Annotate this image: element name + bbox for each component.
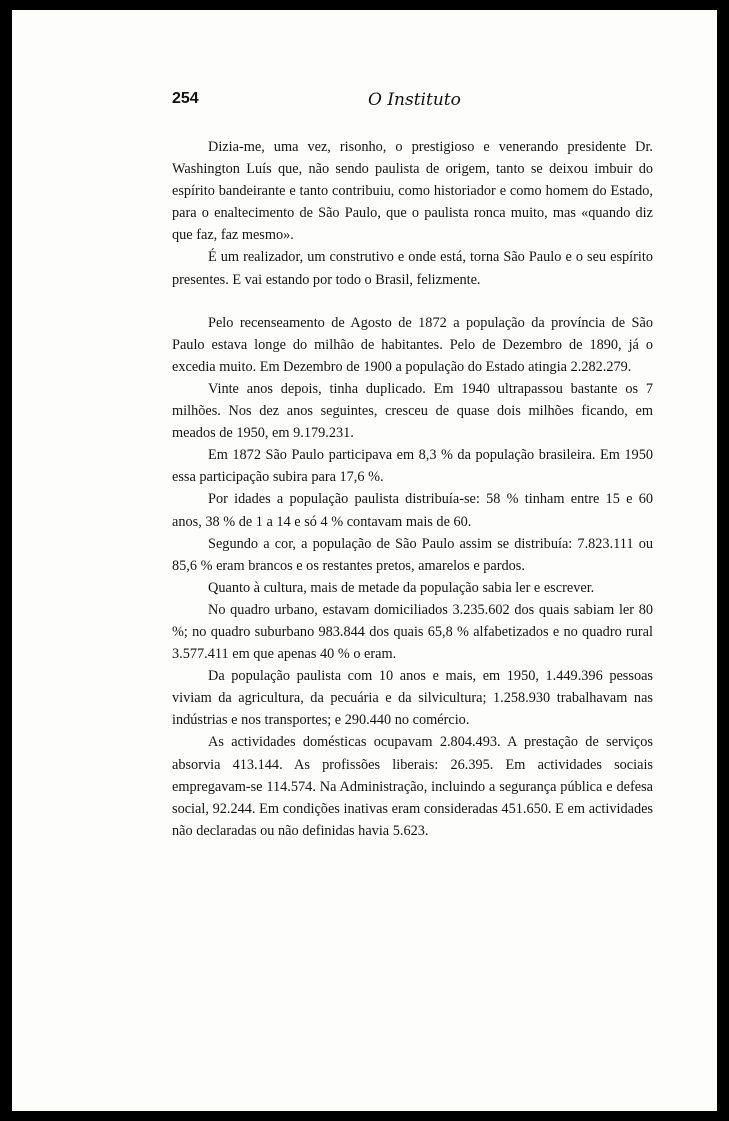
body-text xyxy=(172,136,653,842)
page-number: 254 xyxy=(172,90,199,107)
paragraph: As actividades domésticas ocupavam 2.804.493. A prestação de serviços absorvia 413.144. As profissões liberais: 26.395. Em actividades sociais empregavam-se 114.574. Na Administração, incluindo a segurança pública e defesa social, 92.244. Em condições inativas eram consideradas 451.650. E em actividades não declaradas ou não definidas havia 5.623. xyxy=(172,734,653,839)
paragraph: É um realizador, um construtivo e onde está, torna São Paulo e o seu espírito presentes. E vai estando por todo o Brasil, felizmente. xyxy=(172,249,653,288)
paragraph: Quanto à cultura, mais de metade da população sabia ler e escrever. xyxy=(208,579,595,596)
paragraph: Dizia-me, uma vez, risonho, o prestigioso e venerando presidente Dr. Washington Luís que, não sendo paulista de origem, tanto se deixou imbuir do espírito bandeirante e tanto contribuiu, como historiador e como homem do Estado, para o enaltecimento de São Paulo, que o paulista ronca muito, mas «quando diz que faz, faz mesmo». xyxy=(172,139,653,244)
running-head xyxy=(12,90,717,114)
paragraph: Vinte anos depois, tinha duplicado. Em 1940 ultrapassou bastante os 7 milhões. Nos dez anos seguintes, cresceu de quase dois milhões ficando, em meados de 1950, em 9.179.231. xyxy=(172,380,653,442)
paragraph: Em 1872 São Paulo participava em 8,3 % da população brasileira. Em 1950 essa participação subira para 17,6 %. xyxy=(172,447,653,486)
section-break xyxy=(172,291,653,312)
paragraph: No quadro urbano, estavam domiciliados 3.235.602 dos quais sabiam ler 80 %; no quadro suburbano 983.844 dos quais 65,8 % alfabetizados e no quadro rural 3.577.411 em que apenas 40 % o eram. xyxy=(172,601,653,663)
paragraph: Segundo a cor, a população de São Paulo assim se distribuía: 7.823.111 ou 85,6 % eram brancos e os restantes pretos, amarelos e pardos. xyxy=(172,535,653,574)
running-title: O Instituto xyxy=(368,90,461,110)
book-page xyxy=(12,10,717,1111)
paragraph: Pelo recenseamento de Agosto de 1872 a população da província de São Paulo estava longe do milhão de habitantes. Pelo de Dezembro de 1890, já o excedia muito. Em Dezembro de 1900 a população do Estado atingia 2.282.279. xyxy=(172,314,653,375)
paragraph: Por idades a população paulista distribuía-se: 58 % tinham entre 15 e 60 anos, 38 % de 1 a 14 e só 4 % contavam mais de 60. xyxy=(172,491,653,530)
paragraph: Da população paulista com 10 anos e mais, em 1950, 1.449.396 pessoas viviam da agricultura, da pecuária e da silvicultura; 1.258.930 trabalhavam nas indústrias e nos transportes; e 290.440 no comércio. xyxy=(172,668,653,729)
